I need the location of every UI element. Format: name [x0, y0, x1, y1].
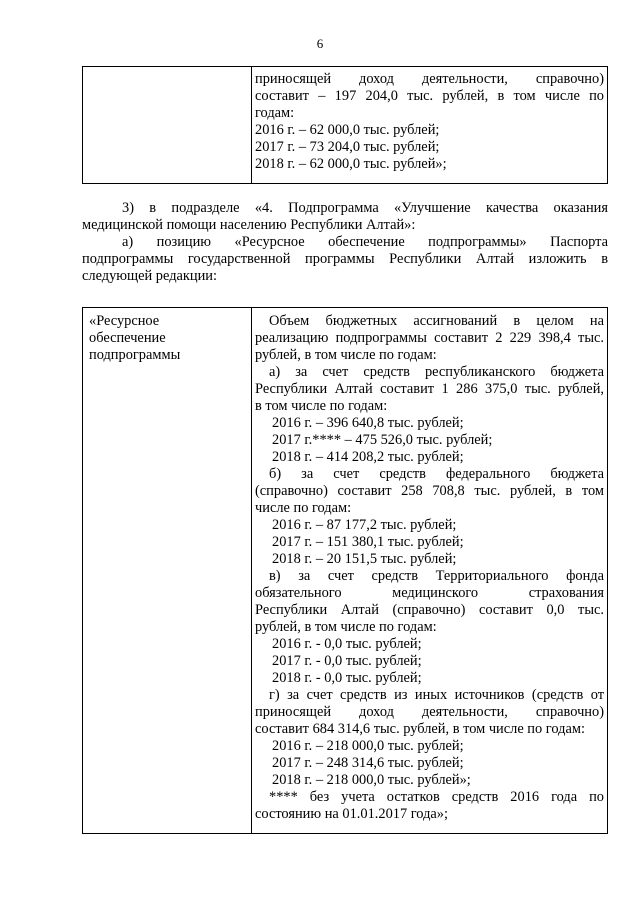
- text-line: 2017 г. - 0,0 тыс. рублей;: [272, 653, 422, 669]
- text-line: а) за счет средств республиканского бюджета: [269, 364, 604, 380]
- text-line: подпрограммы государственной программы Республики Алтай изложить в: [82, 251, 608, 267]
- text-line: а) позицию «Ресурсное обеспечение подпрограммы» Паспорта: [122, 234, 608, 250]
- text-line: 2018 г. – 20 151,5 тыс. рублей;: [272, 551, 457, 567]
- resource-provision-table: [82, 307, 608, 834]
- text-line: б) за счет средств федерального бюджета: [269, 466, 604, 482]
- text-line: 2018 г. – 414 208,2 тыс. рублей;: [272, 449, 464, 465]
- text-line: 2016 г. – 396 640,8 тыс. рублей;: [272, 415, 464, 431]
- label-line: обеспечение: [89, 330, 166, 346]
- text-line: рублей, в том числе по годам:: [255, 619, 437, 635]
- table-cell-content: [252, 67, 608, 184]
- text-line: 2017 г. – 248 314,6 тыс. рублей;: [272, 755, 464, 771]
- text-line: составит – 197 204,0 тыс. рублей, в том числе по: [255, 88, 604, 104]
- text-line: г) за счет средств из иных источников (средств от: [269, 687, 604, 703]
- text-line: приносящей доход деятельности, справочно): [255, 71, 604, 87]
- text-line: 2018 г. – 218 000,0 тыс. рублей»;: [272, 772, 471, 788]
- text-line: (справочно) составит 258 708,8 тыс. рублей, в том: [255, 483, 604, 499]
- text-line: 2016 г. – 62 000,0 тыс. рублей;: [255, 122, 440, 138]
- text-line: Республики Алтай составит 1 286 375,0 тыс. рублей,: [255, 381, 604, 397]
- text-line: обязательного медицинского страхования: [255, 585, 604, 601]
- text-line: 2017 г.**** – 475 526,0 тыс. рублей;: [272, 432, 493, 448]
- page-number: 6: [316, 36, 324, 51]
- text-line: медицинской помощи населению Республики Алтай»:: [82, 217, 416, 233]
- text-line: приносящей доход деятельности, справочно): [255, 704, 604, 720]
- table-cell-label: [83, 308, 252, 834]
- text-line: составит 684 314,6 тыс. рублей, в том числе по годам:: [255, 721, 585, 737]
- text-line: 2016 г. - 0,0 тыс. рублей;: [272, 636, 422, 652]
- text-line: 2017 г. – 73 204,0 тыс. рублей;: [255, 139, 440, 155]
- text-line: 2016 г. – 87 177,2 тыс. рублей;: [272, 517, 457, 533]
- label-line: «Ресурсное: [89, 313, 160, 329]
- text-line: **** без учета остатков средств 2016 года по: [269, 789, 604, 805]
- text-line: числе по годам:: [255, 500, 352, 516]
- text-line: Объем бюджетных ассигнований в целом на: [269, 313, 604, 329]
- text-line: 2017 г. – 151 380,1 тыс. рублей;: [272, 534, 464, 550]
- table-cell-label-empty: [83, 67, 252, 184]
- text-line: в том числе по годам:: [255, 398, 388, 414]
- text-line: следующей редакции:: [82, 268, 217, 284]
- text-line: 2018 г. - 0,0 тыс. рублей;: [272, 670, 422, 686]
- text-line: 2018 г. – 62 000,0 тыс. рублей»;: [255, 156, 447, 172]
- text-line: 3) в подразделе «4. Подпрограмма «Улучшение качества оказания: [122, 200, 608, 216]
- text-line: реализацию подпрограммы составит 2 229 398,4 тыс.: [255, 330, 604, 346]
- text-line: 2016 г. – 218 000,0 тыс. рублей;: [272, 738, 464, 754]
- text-line: состоянию на 01.01.2017 года»;: [255, 806, 448, 822]
- text-line: рублей, в том числе по годам:: [255, 347, 437, 363]
- amendment-paragraph: [82, 200, 608, 285]
- label-line: подпрограммы: [89, 347, 181, 363]
- text-line: в) за счет средств Территориального фонда: [269, 568, 604, 584]
- text-line: годам:: [255, 105, 295, 121]
- budget-table-continued: [82, 66, 608, 184]
- table-cell-content: [252, 308, 608, 834]
- text-line: Республики Алтай (справочно) составит 0,0 тыс.: [255, 602, 604, 618]
